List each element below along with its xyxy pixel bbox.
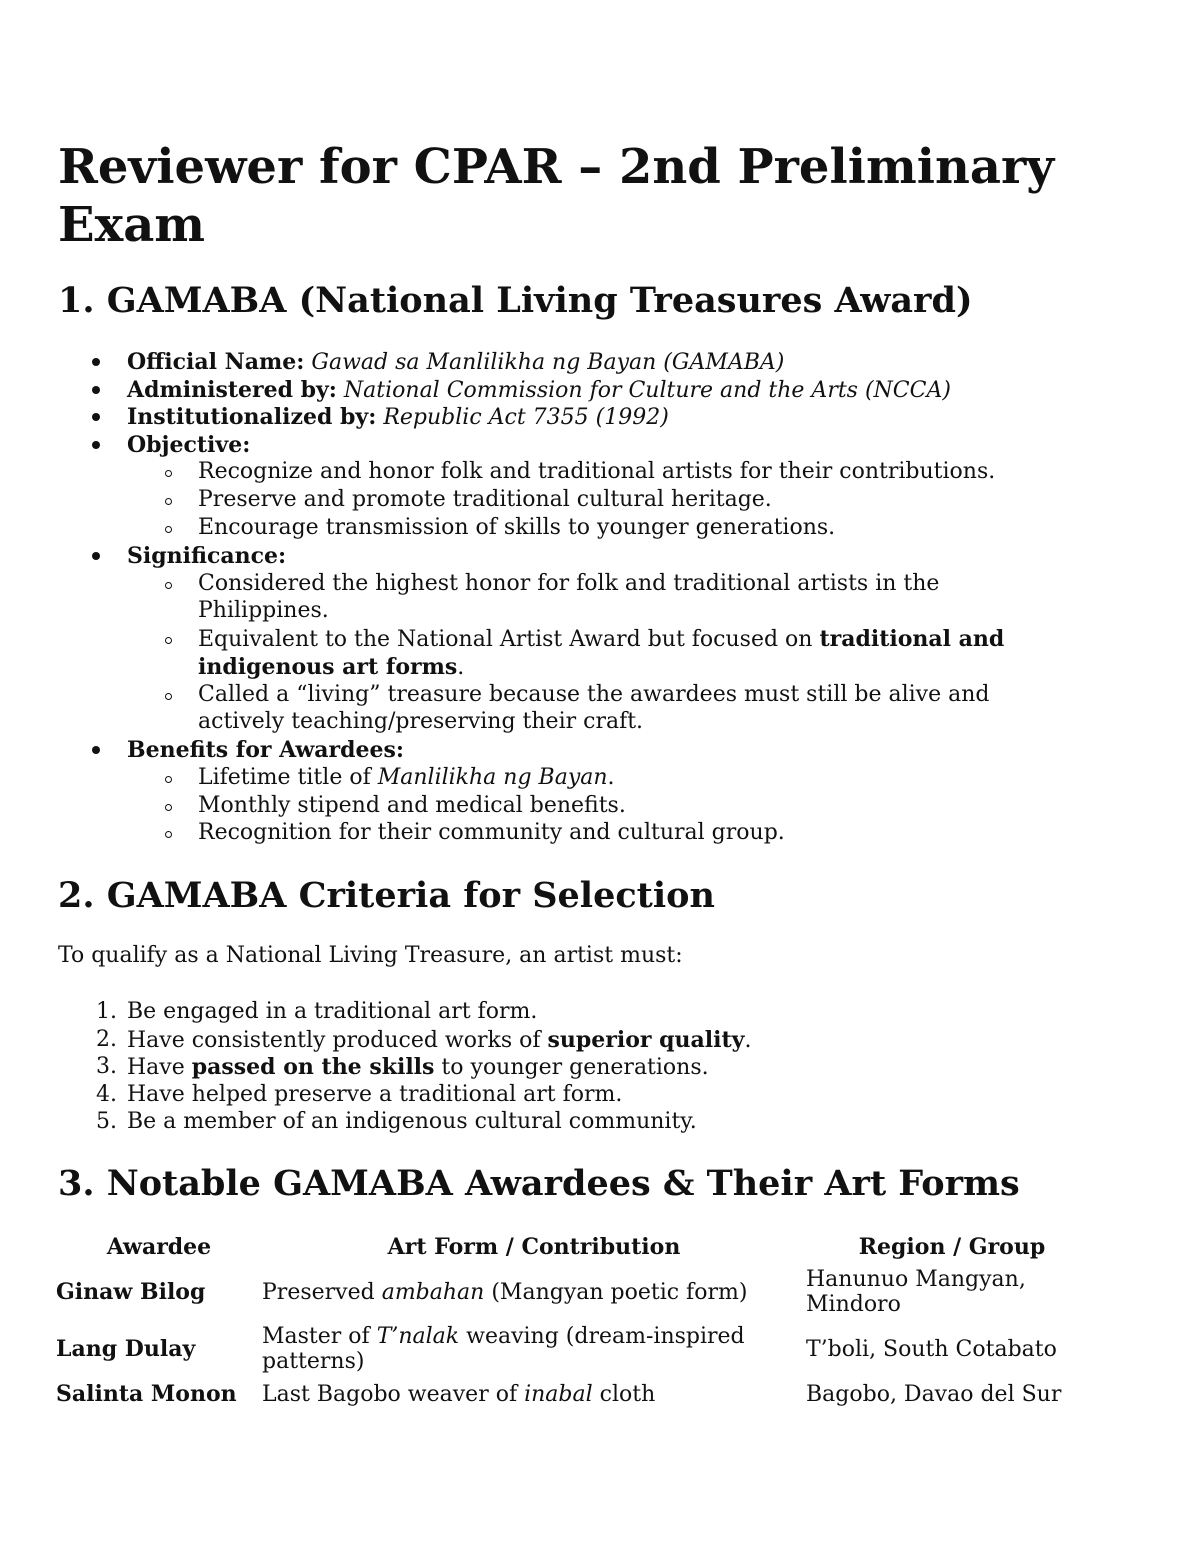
column-header: Region / Group — [858, 1234, 1046, 1260]
circle-bullet-icon — [165, 804, 172, 811]
criteria-item: Have helped preserve a traditional art form. — [127, 1082, 623, 1107]
circle-bullet-icon — [165, 498, 172, 505]
section-1-heading: 1. GAMABA (National Living Treasures Award) — [58, 280, 973, 321]
circle-bullet-icon — [165, 470, 172, 477]
circle-bullet-icon — [165, 693, 172, 700]
benefit-item: Monthly stipend and medical benefits. — [198, 793, 626, 818]
bullet-icon — [92, 413, 100, 421]
bullet-icon — [92, 358, 100, 366]
art-form-cell: Master of T’nalak weaving (dream-inspired patterns) — [262, 1324, 745, 1374]
awardees-table — [56, 1230, 1098, 1410]
list-item-institutionalized-by: Institutionalized by: Republic Act 7355 (1992) — [127, 404, 669, 430]
region-cell: T’boli, South Cotabato — [806, 1336, 1057, 1362]
awardee-cell: Ginaw Bilog — [56, 1278, 206, 1305]
significance-item-cont: actively teaching/preserving their craft. — [198, 709, 644, 734]
section-3-heading: 3. Notable GAMABA Awardees & Their Art Forms — [58, 1163, 1020, 1204]
table-row — [56, 1264, 1098, 1320]
awardee-cell: Lang Dulay — [56, 1335, 196, 1362]
bullet-icon — [92, 552, 100, 560]
significance-item-cont: Philippines. — [198, 598, 329, 623]
criteria-item: Have passed on the skills to younger generations. — [127, 1054, 709, 1080]
list-number: 1. — [96, 999, 117, 1024]
significance-item: Called a “living” treasure because the awardees must still be alive and — [198, 682, 990, 707]
significance-item-cont: indigenous art forms. — [198, 654, 465, 680]
criteria-item: Be a member of an indigenous cultural community. — [127, 1109, 697, 1134]
awardee-cell: Salinta Monon — [56, 1380, 237, 1407]
list-number: 5. — [96, 1109, 117, 1134]
objective-item: Preserve and promote traditional cultural heritage. — [198, 487, 772, 512]
significance-item: Equivalent to the National Artist Award but focused on traditional and — [198, 626, 1005, 652]
table-row — [56, 1378, 1098, 1410]
table-header-row — [56, 1230, 1098, 1264]
objective-item: Encourage transmission of skills to younger generations. — [198, 515, 836, 540]
list-number: 3. — [96, 1054, 117, 1079]
art-form-cell: Last Bagobo weaver of inabal cloth — [262, 1381, 656, 1407]
bullet-icon — [92, 746, 100, 754]
circle-bullet-icon — [165, 526, 172, 533]
document-title: Reviewer for CPAR – 2nd Preliminary Exam — [58, 139, 1055, 253]
benefit-item: Recognition for their community and cultural group. — [198, 820, 785, 845]
criteria-item: Be engaged in a traditional art form. — [127, 999, 538, 1024]
list-number: 4. — [96, 1082, 117, 1107]
criteria-intro: To qualify as a National Living Treasure, an artist must: — [58, 943, 683, 968]
criteria-item: Have consistently produced works of superior quality. — [127, 1027, 752, 1053]
table-row — [56, 1320, 1098, 1378]
list-item-objective: Objective: — [127, 432, 251, 458]
list-item-official-name: Official Name: Gawad sa Manlilikha ng Bayan (GAMABA) — [127, 349, 785, 375]
significance-item: Considered the highest honor for folk and traditional artists in the — [198, 571, 940, 596]
list-item-administered-by: Administered by: National Commission for Culture and the Arts (NCCA) — [127, 377, 951, 403]
bullet-icon — [92, 441, 100, 449]
benefit-item: Lifetime title of Manlilikha ng Bayan. — [198, 765, 615, 790]
bullet-icon — [92, 386, 100, 394]
list-item-benefits: Benefits for Awardees: — [127, 737, 405, 763]
list-item-significance: Significance: — [127, 543, 287, 569]
column-header: Art Form / Contribution — [387, 1234, 681, 1260]
circle-bullet-icon — [165, 776, 172, 783]
section-2-heading: 2. GAMABA Criteria for Selection — [58, 875, 715, 916]
column-header: Awardee — [106, 1234, 212, 1260]
circle-bullet-icon — [165, 831, 172, 838]
objective-item: Recognize and honor folk and traditional artists for their contributions. — [198, 459, 996, 484]
art-form-cell: Preserved ambahan (Mangyan poetic form) — [262, 1279, 748, 1305]
list-number: 2. — [96, 1027, 117, 1052]
region-cell: Bagobo, Davao del Sur — [806, 1381, 1062, 1407]
region-cell: Hanunuo Mangyan, Mindoro — [806, 1267, 1026, 1317]
circle-bullet-icon — [165, 582, 172, 589]
circle-bullet-icon — [165, 637, 172, 644]
